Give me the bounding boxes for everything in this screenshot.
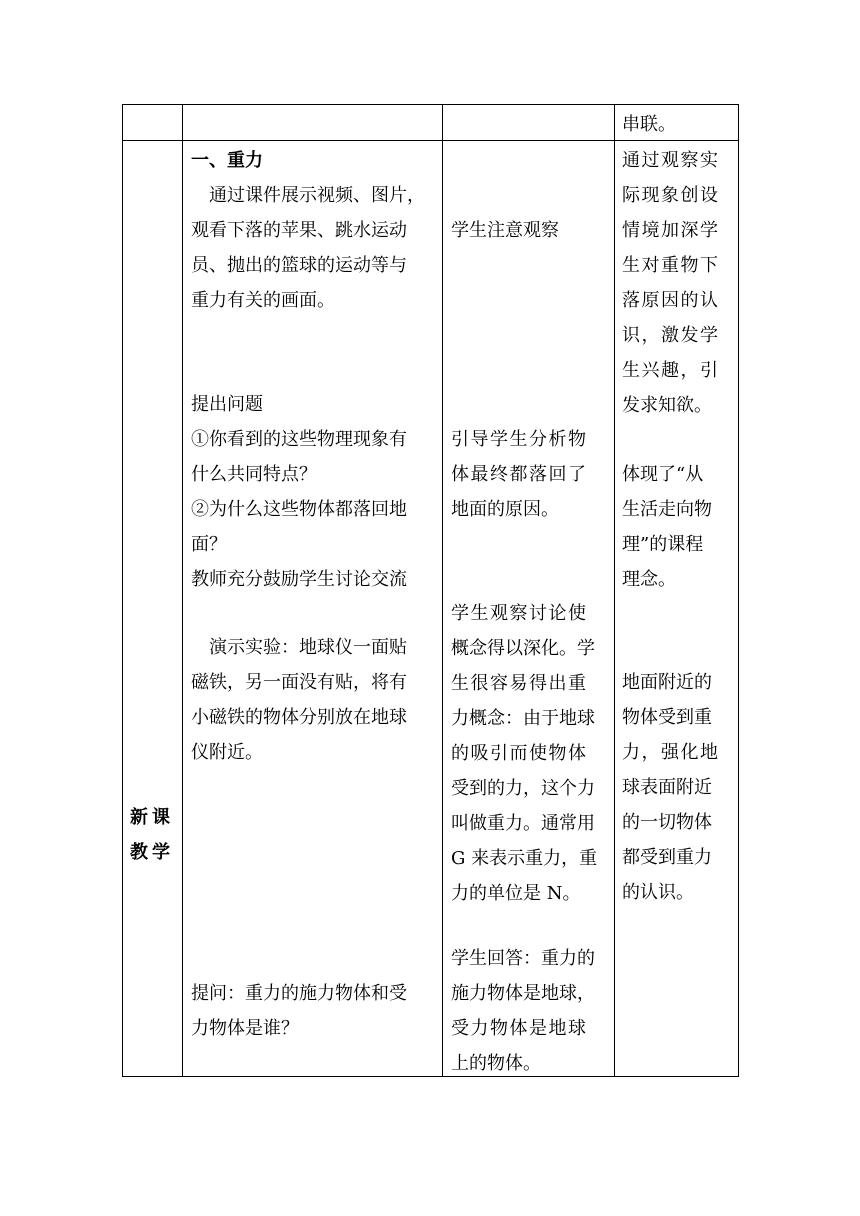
question-line: 面？ [191,534,227,555]
col4-intent1-line: 识，激发学 [622,325,720,346]
demo-line: 磁铁，另一面没有贴，将有 [191,672,407,693]
col4-intent1-line: 发求知欲。 [622,395,712,416]
table-bottom-border [122,1076,739,1077]
ask-line: 力物体是谁？ [191,1018,299,1039]
col4-intent3-line: 力，强化地 [622,742,720,763]
col3-guide-line: 体最终都落回了 [451,464,588,485]
col2-para1-line: 通过课件展示视频、图片， [191,185,425,206]
col4-intent1-line: 生对重物下 [622,255,720,276]
col3-guide-line: 地面的原因。 [451,499,559,520]
question-line: ②为什么这些物体都落回地 [191,499,407,520]
col3-discuss-line: 生很容易得出重 [451,673,588,694]
col3-discuss-line: 的吸引而使物体 [451,743,588,764]
section-label-line1: 新课 [130,807,174,828]
col3-discuss-line: 学生观察讨论使 [451,603,588,624]
ask-line: 提问：重力的施力物体和受 [191,983,407,1004]
col4-intent2-line: 生活走向物 [622,499,712,520]
col3-answer-line: 上的物体。 [451,1053,541,1074]
col4-intent3-line: 物体受到重 [622,707,712,728]
col4-intent1-line: 情境加深学 [622,220,720,241]
col3-answer-line: 学生回答：重力的 [451,948,595,969]
question-line: 教师充分鼓励学生讨论交流 [191,569,407,590]
col4-intent3-line: 的认识。 [622,882,694,903]
col4-intent1-line: 落原因的认 [622,290,720,311]
col2-para1-line: 重力有关的画面。 [191,290,335,311]
column-divider-1 [182,104,183,1077]
col2-para1-line: 观看下落的苹果、跳水运动 [191,220,407,241]
col4-intent1-line: 生兴趣，引 [622,360,720,381]
col4-intent1-line: 际现象创设 [622,185,720,206]
question-title: 提出问题 [191,394,263,415]
col4-intent3-line: 都受到重力 [622,847,712,868]
column-divider-2 [442,104,443,1077]
question-line: ①你看到的这些物理现象有 [191,429,407,450]
col3-discuss-line: 叫做重力。通常用 [451,813,595,834]
col4-intent3-line: 球表面附近 [622,777,712,798]
col4-intent2-line: 理念。 [622,569,676,590]
question-line: 什么共同特点？ [191,464,317,485]
col4-intent3-line: 的一切物体 [622,812,712,833]
section-heading: 一、重力 [191,150,263,171]
col3-answer-line: 受力物体是地球 [451,1018,588,1039]
table-top-border [122,104,739,105]
col3-discuss-line: 受到的力，这个力 [451,778,595,799]
col3-discuss-line: G 来表示重力，重 [451,848,598,869]
col4-intent1-line: 通过观察实 [622,150,720,171]
col3-answer-line: 施力物体是地球， [451,983,595,1004]
demo-line: 仪附近。 [191,742,263,763]
col2-para1-line: 员、抛出的篮球的运动等与 [191,255,407,276]
column-divider-3 [614,104,615,1077]
top-row-col4-text: 串联。 [622,114,676,135]
col3-discuss-line: 力的单位是 N。 [451,883,581,904]
col3-guide-line: 引导学生分析物 [451,429,588,450]
table-right-border [738,104,739,1077]
table-left-border [122,104,123,1077]
col3-discuss-line: 概念得以深化。学 [451,638,595,659]
col3-discuss-line: 力概念：由于地球 [451,708,595,729]
demo-line: 演示实验：地球仪一面贴 [191,637,407,658]
col4-intent3-line: 地面附近的 [622,672,712,693]
col4-intent2-line: 理”的课程 [622,534,704,555]
section-label-line2: 教学 [130,842,174,863]
demo-line: 小磁铁的物体分别放在地球 [191,707,407,728]
col3-observe: 学生注意观察 [451,220,559,241]
col4-intent2-line: 体现了“从 [622,464,704,485]
